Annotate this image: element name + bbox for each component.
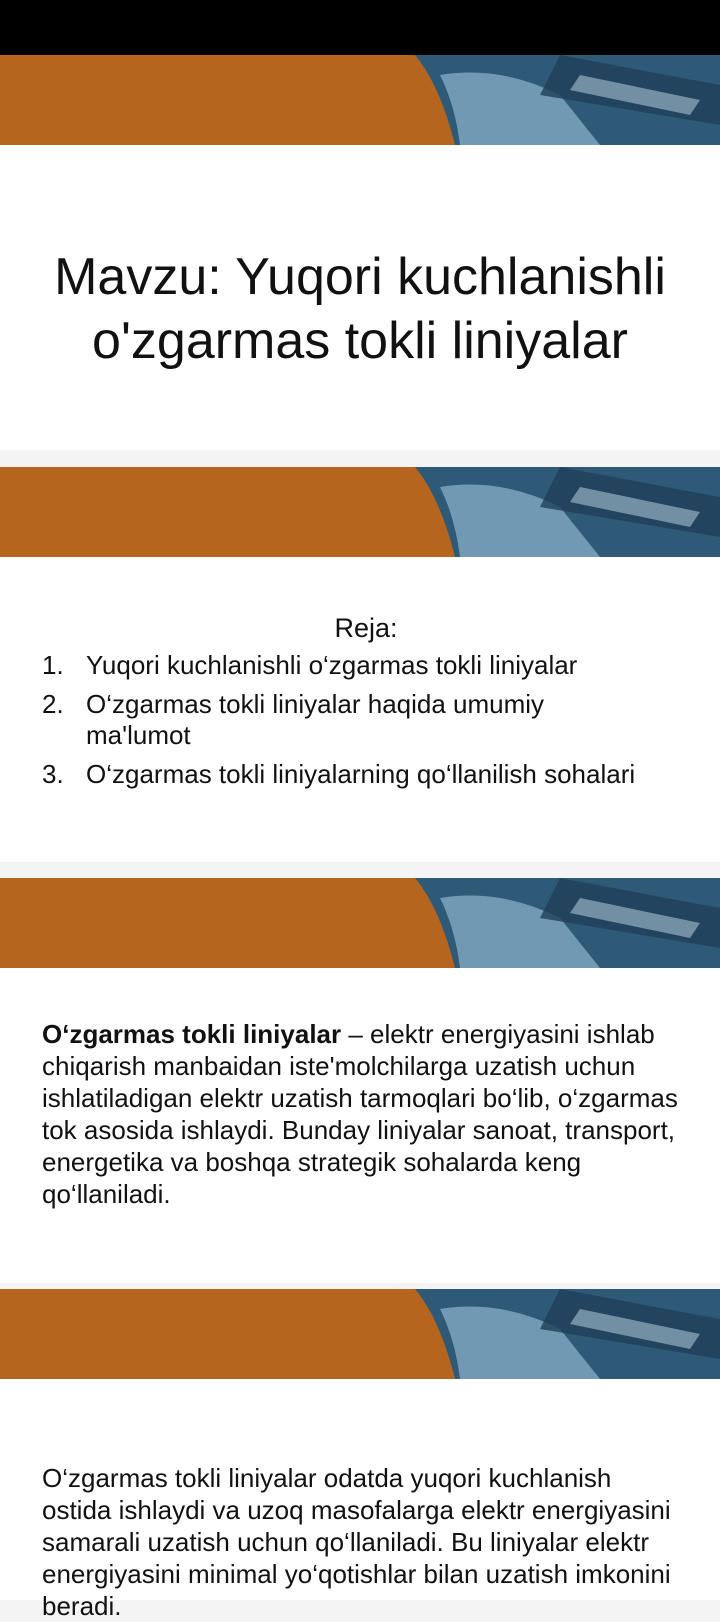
plan-item-text: Yuqori kuchlanishli o‘zgarmas tokli liniyalar xyxy=(86,650,578,680)
slide-plan[interactable] xyxy=(0,467,720,862)
slide-banner xyxy=(0,55,720,145)
banner-image xyxy=(0,467,720,557)
definition-term: O‘zgarmas tokli liniyalar xyxy=(42,1019,342,1049)
slide-title-heading xyxy=(0,245,720,373)
title-line-1: Mavzu: Yuqori kuchlanishli xyxy=(54,248,666,306)
plan-item-number: 3. xyxy=(42,759,64,789)
banner-image xyxy=(0,1289,720,1379)
slide-banner xyxy=(0,878,720,968)
slide-title[interactable] xyxy=(0,55,720,450)
status-bar xyxy=(0,0,720,55)
banner-image xyxy=(0,55,720,145)
plan-item-number: 2. xyxy=(42,689,64,719)
slide-banner xyxy=(0,467,720,557)
plan-heading: Reja: xyxy=(334,613,398,643)
plan-item xyxy=(42,689,690,751)
definition-paragraph xyxy=(42,1018,680,1210)
plan-item xyxy=(42,650,690,681)
slide-definition[interactable] xyxy=(0,878,720,1283)
plan-item-number: 1. xyxy=(42,650,64,680)
slide-details[interactable] xyxy=(0,1289,720,1621)
plan-item-text: O‘zgarmas tokli liniyalar haqida umumiy ma'lumot xyxy=(86,689,545,750)
details-paragraph: O‘zgarmas tokli liniyalar odatda yuqori kuchlanish ostida ishlaydi va uzoq masofalarga elektr energiyasini samarali uzatish uchun qo‘llaniladi. Bu liniyalar elektr energiyasini minimal yo‘qotishlar bilan uzatish imkonini beradi. xyxy=(42,1463,671,1621)
title-line-2: o'zgarmas tokli liniyalar xyxy=(92,312,628,370)
banner-image xyxy=(0,878,720,968)
slide-banner xyxy=(0,1289,720,1379)
plan-item-text: O‘zgarmas tokli liniyalarning qo‘llanilish sohalari xyxy=(86,759,636,789)
definition-text: – elektr energiyasini ishlab chiqarish manbaidan iste'molchilarga uzatish uchun ishlatiladigan elektr uzatish tarmoqlari bo‘lib, o‘zgarmas tok asosida ishlaydi. Bunday liniyalar sanoat, transport, energetika va boshqa strategik sohalarda keng qo‘llaniladi. xyxy=(42,1019,678,1209)
plan-list xyxy=(42,650,690,790)
plan-item xyxy=(42,759,690,790)
